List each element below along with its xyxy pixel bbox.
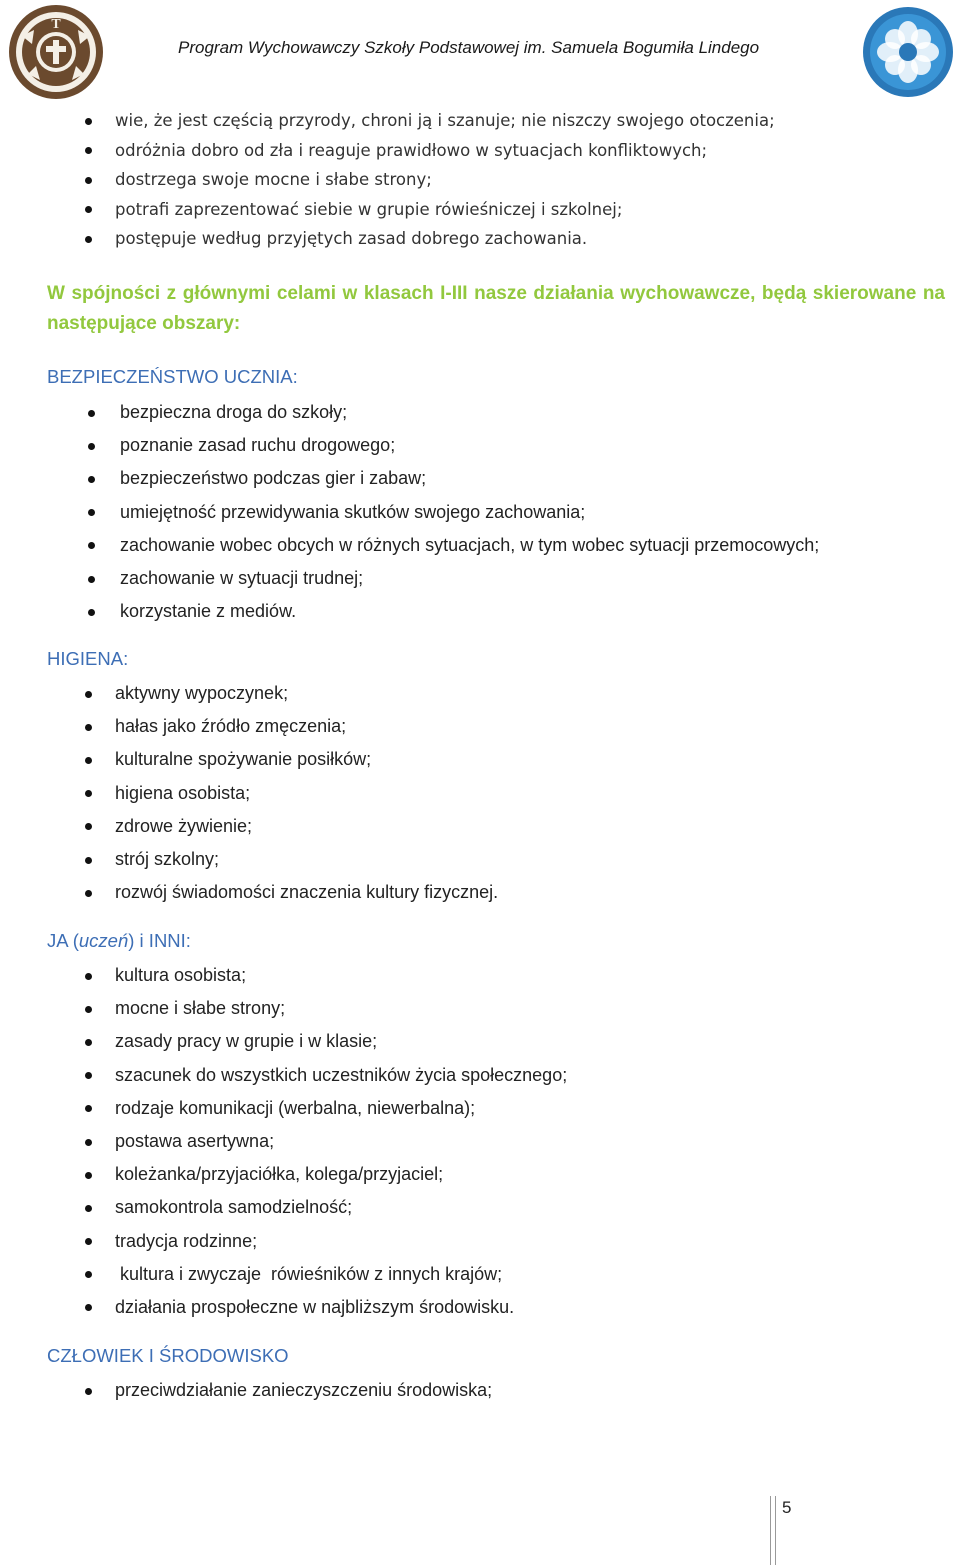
list-item: postawa asertywna; <box>115 1125 567 1158</box>
page-header-title: Program Wychowawczy Szkoły Podstawowej im. Samuela Bogumiła Lindego <box>178 38 760 57</box>
list-item: zasady pracy w grupie i w klasie; <box>115 1025 567 1058</box>
bullet-icon <box>85 823 92 830</box>
srodowisko-list <box>115 1374 492 1407</box>
list-item: koleżanka/przyjaciółka, kolega/przyjaciel; <box>115 1158 567 1191</box>
bullet-icon <box>85 857 92 864</box>
list-item: zachowanie wobec obcych w różnych sytuacjach, w tym wobec sytuacji przemocowych; <box>120 529 819 562</box>
list-item: szacunek do wszystkich uczestników życia społecznego; <box>115 1059 567 1092</box>
bullet-icon <box>85 724 92 731</box>
list-item: odróżnia dobro od zła i reaguje prawidłowo w sytuacjach konfliktowych; <box>115 136 775 166</box>
ja-i-inni-list <box>115 959 567 1324</box>
list-item: rodzaje komunikacji (werbalna, niewerbalna); <box>115 1092 567 1125</box>
logo-letter: T <box>51 17 61 32</box>
bullet-icon <box>88 410 95 417</box>
bullet-icon <box>88 476 95 483</box>
section-heading-higiena: HIGIENA: <box>47 648 129 669</box>
section-heading-czlowiek-i-srodowisko: CZŁOWIEK I ŚRODOWISKO <box>47 1345 289 1366</box>
list-item: aktywny wypoczynek; <box>115 677 498 710</box>
section-heading-ja-i-inni: JA (uczeń) i INNI: <box>47 930 191 951</box>
bullet-icon <box>85 1205 92 1212</box>
section-heading-bezpieczenstwo: BEZPIECZEŃSTWO UCZNIA: <box>47 366 298 387</box>
school-logo-right <box>860 4 956 100</box>
bullet-icon <box>85 118 92 125</box>
list-item: higiena osobista; <box>115 777 498 810</box>
bullet-icon <box>88 609 95 616</box>
bullet-icon <box>85 890 92 897</box>
bullet-icon <box>85 1006 92 1013</box>
list-item: bezpieczeństwo podczas gier i zabaw; <box>120 462 819 495</box>
page-number-rule <box>770 1496 776 1565</box>
bullet-icon <box>85 790 92 797</box>
bullet-icon <box>85 1072 92 1079</box>
bullet-icon <box>85 1304 92 1311</box>
list-item: poznanie zasad ruchu drogowego; <box>120 429 819 462</box>
list-item: przeciwdziałanie zanieczyszczeniu środowiska; <box>115 1374 492 1407</box>
list-item: potrafi zaprezentować siebie w grupie rówieśniczej i szkolnej; <box>115 195 775 225</box>
school-logo-left <box>6 2 106 102</box>
bullet-icon <box>85 1105 92 1112</box>
list-item: bezpieczna droga do szkoły; <box>120 396 819 429</box>
bullet-icon <box>88 509 95 516</box>
list-item: kultura osobista; <box>115 959 567 992</box>
bullet-icon <box>85 1388 92 1395</box>
list-item: postępuje według przyjętych zasad dobrego zachowania. <box>115 224 775 254</box>
bullet-icon <box>85 177 92 184</box>
list-item: strój szkolny; <box>115 843 498 876</box>
bullet-icon <box>85 206 92 213</box>
bullet-icon <box>85 236 92 243</box>
bullet-icon <box>88 443 95 450</box>
bullet-icon <box>85 1238 92 1245</box>
bullet-icon <box>88 576 95 583</box>
list-item: kulturalne spożywanie posiłków; <box>115 743 498 776</box>
list-item: korzystanie z mediów. <box>120 595 819 628</box>
list-item: umiejętność przewidywania skutków swojego zachowania; <box>120 496 819 529</box>
list-item: zdrowe żywienie; <box>115 810 498 843</box>
higiena-list <box>115 677 498 909</box>
bullet-icon <box>88 542 95 549</box>
bullet-icon <box>85 973 92 980</box>
bullet-icon <box>85 147 92 154</box>
page-number: 5 <box>782 1498 792 1517</box>
list-item: dostrzega swoje mocne i słabe strony; <box>115 165 775 195</box>
list-item: działania prospołeczne w najbliższym środowisku. <box>115 1291 567 1324</box>
list-item: rozwój świadomości znaczenia kultury fizycznej. <box>115 876 498 909</box>
intro-paragraph: W spójności z głównymi celami w klasach I-III nasze działania wychowawcze, będą skierowane na następujące obszary: <box>47 283 945 334</box>
bullet-icon <box>85 1172 92 1179</box>
list-item: kultura i zwyczaje rówieśników z innych krajów; <box>115 1258 567 1291</box>
bullet-icon <box>85 1039 92 1046</box>
list-item: hałas jako źródło zmęczenia; <box>115 710 498 743</box>
bezpieczenstwo-list <box>120 396 819 628</box>
list-item: zachowanie w sytuacji trudnej; <box>120 562 819 595</box>
bullet-icon <box>85 1271 92 1278</box>
list-item: samokontrola samodzielność; <box>115 1191 567 1224</box>
list-item: tradycja rodzinne; <box>115 1225 567 1258</box>
list-item: wie, że jest częścią przyrody, chroni ją i szanuje; nie niszczy swojego otoczenia; <box>115 106 775 136</box>
list-item: mocne i słabe strony; <box>115 992 567 1025</box>
bullet-icon <box>85 757 92 764</box>
bullet-icon <box>85 1139 92 1146</box>
bullet-icon <box>85 691 92 698</box>
top-bullet-list <box>115 106 775 254</box>
